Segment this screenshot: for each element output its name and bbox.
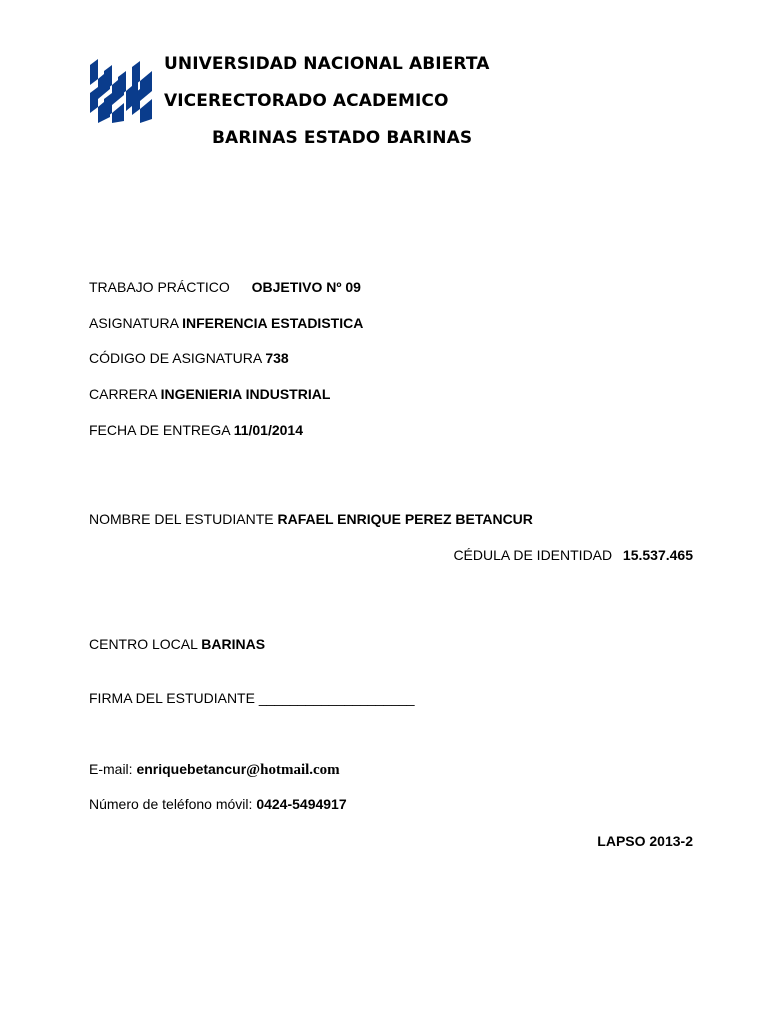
email-label: E-mail: — [89, 761, 133, 777]
asignatura-row — [89, 314, 363, 332]
nombre-row — [89, 510, 533, 528]
telefono-value: 0424-5494917 — [256, 796, 347, 812]
firma-label: FIRMA DEL ESTUDIANTE — [89, 690, 255, 706]
centro-value: BARINAS — [201, 636, 266, 652]
email-domain: @hotmail.com — [246, 762, 340, 778]
fecha-label: FECHA DE ENTREGA — [89, 422, 230, 438]
university-logo-icon — [90, 57, 154, 123]
nombre-label: NOMBRE DEL ESTUDIANTE — [89, 511, 274, 527]
signature-line: ____________________ — [258, 690, 415, 706]
email-user: enriquebetancur — [136, 761, 247, 777]
fecha-row — [89, 421, 303, 439]
telefono-row — [89, 795, 347, 813]
fecha-value: 11/01/2014 — [233, 422, 303, 438]
centro-row — [89, 635, 265, 653]
location-title: BARINAS ESTADO BARINAS — [212, 128, 473, 148]
cedula-value: 15.537.465 — [622, 547, 693, 563]
lapso: LAPSO 2013-2 — [597, 833, 693, 849]
centro-label: CENTRO LOCAL — [89, 636, 198, 652]
cedula-label: CÉDULA DE IDENTIDAD — [453, 547, 613, 563]
trabajo-label: TRABAJO PRÁCTICO — [89, 279, 230, 295]
university-name: UNIVERSIDAD NACIONAL ABIERTA — [164, 54, 490, 74]
asignatura-value: INFERENCIA ESTADISTICA — [182, 315, 364, 331]
cedula-row — [453, 546, 693, 564]
carrera-value: INGENIERIA INDUSTRIAL — [160, 386, 331, 402]
codigo-label: CÓDIGO DE ASIGNATURA — [89, 350, 262, 366]
trabajo-value: OBJETIVO Nº 09 — [251, 279, 361, 295]
carrera-row — [89, 385, 330, 403]
carrera-label: CARRERA — [89, 386, 157, 402]
vice-rectorate: VICERECTORADO ACADEMICO — [164, 91, 449, 111]
codigo-row — [89, 349, 289, 367]
asignatura-label: ASIGNATURA — [89, 315, 179, 331]
firma-row — [89, 689, 415, 707]
email-row — [89, 760, 340, 779]
telefono-label: Número de teléfono móvil: — [89, 796, 253, 812]
nombre-value: RAFAEL ENRIQUE PEREZ BETANCUR — [277, 511, 533, 527]
codigo-value: 738 — [265, 350, 289, 366]
trabajo-row — [89, 278, 361, 296]
